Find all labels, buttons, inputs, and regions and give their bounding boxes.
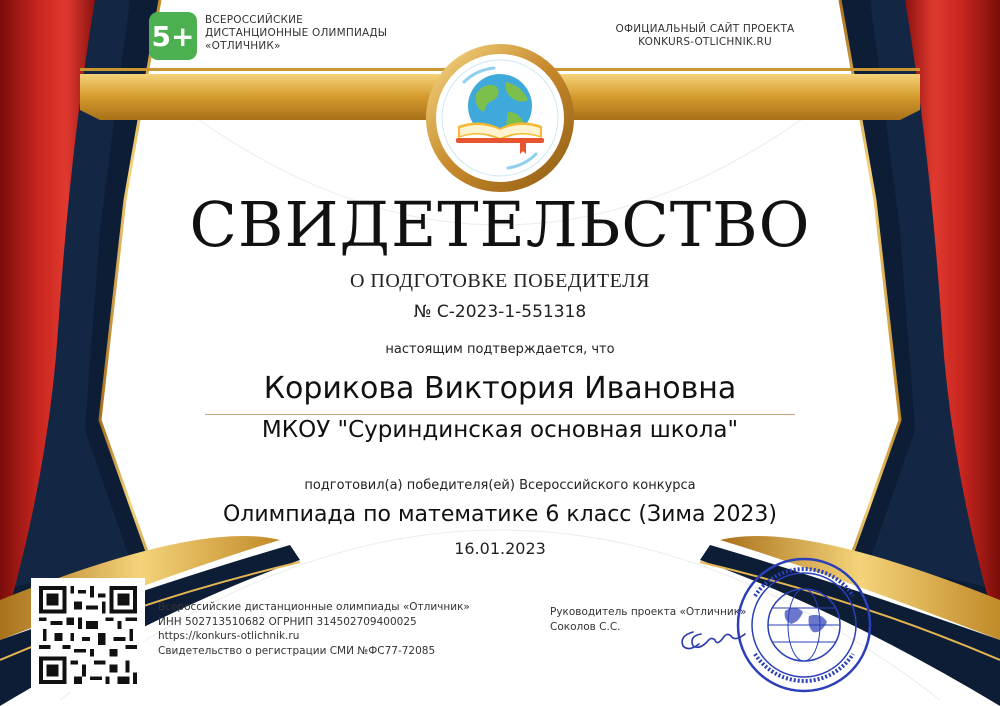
prepared-text: подготовил(а) победителя(ей) Всероссийского конкурса — [304, 478, 696, 493]
logo-badge: 5+ — [149, 12, 197, 60]
project-head-name: Соколов С.С. — [550, 620, 621, 633]
confirm-text: настоящим подтверждается, что — [385, 342, 615, 357]
official-site-label — [595, 23, 815, 49]
qr-code[interactable] — [31, 578, 145, 692]
footer-inn: ИНН 502713510682 ОГРНИП 314502709400025 — [158, 615, 417, 628]
round-stamp-icon — [735, 556, 873, 694]
certificate-date: 16.01.2023 — [454, 539, 546, 558]
contest-name: Олимпиада по математике 6 класс (Зима 2023) — [222, 502, 778, 527]
school-name: МКОУ "Суриндинская основная школа" — [261, 417, 739, 443]
org-line: ВСЕРОССИЙСКИЕ — [205, 14, 304, 26]
org-line: ДИСТАНЦИОННЫЕ ОЛИМПИАДЫ — [205, 27, 388, 39]
project-head-title: Руководитель проекта «Отличник» — [550, 606, 747, 618]
site-line: ОФИЦИАЛЬНЫЙ САЙТ ПРОЕКТА — [615, 23, 795, 35]
qr-code-icon — [31, 578, 145, 692]
recipient-name: Корикова Виктория Ивановна — [263, 371, 737, 406]
org-line: «ОТЛИЧНИК» — [205, 40, 281, 52]
organization-name — [205, 14, 425, 53]
footer-org-name: Всероссийские дистанционные олимпиады «Отличник» — [158, 601, 470, 613]
certificate-title: СВИДЕТЕЛЬСТВО — [189, 188, 811, 261]
name-underline — [205, 414, 795, 415]
footer-organization-info — [158, 600, 470, 658]
signature-icon — [675, 618, 755, 658]
certificate-subtitle: О ПОДГОТОВКЕ ПОБЕДИТЕЛЯ — [349, 270, 651, 292]
footer-url-link[interactable]: https://konkurs-otlichnik.ru — [158, 630, 300, 642]
certificate-number: № С-2023-1-551318 — [413, 302, 587, 322]
globe-book-emblem-icon — [424, 42, 576, 194]
footer-registration: Свидетельство о регистрации СМИ №ФС77-72085 — [158, 644, 436, 657]
site-line: KONKURS-OTLICHNIK.RU — [638, 36, 772, 48]
